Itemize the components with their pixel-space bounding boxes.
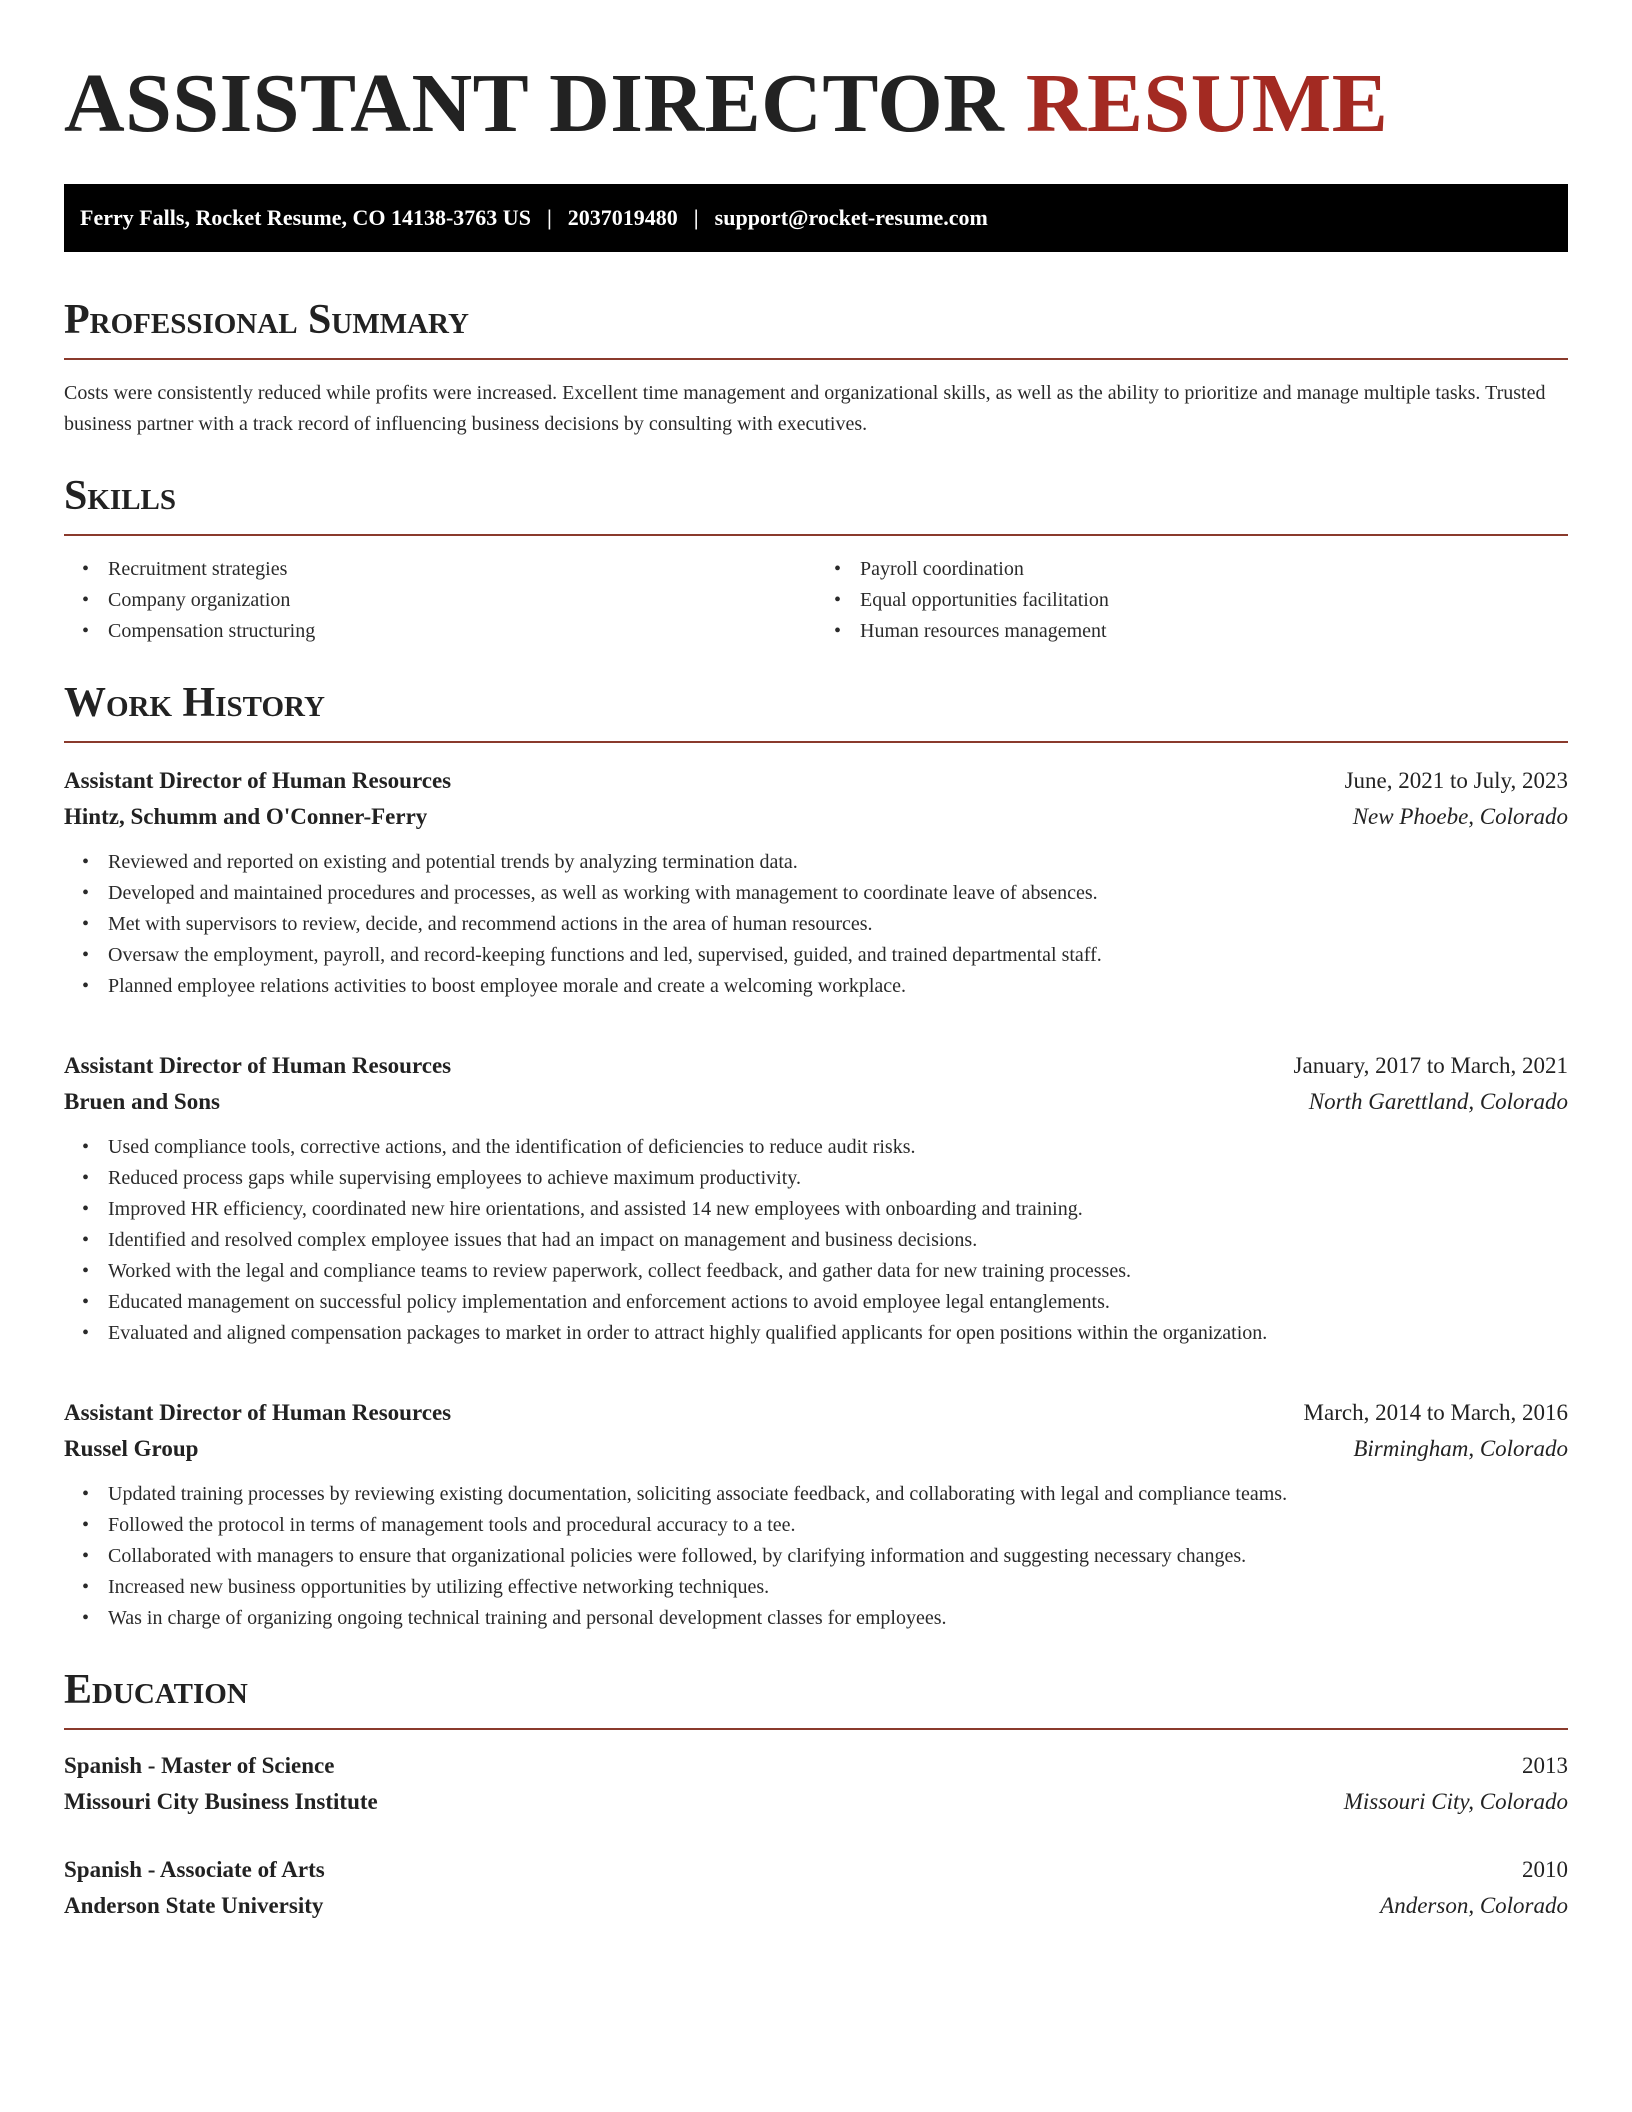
job-bullets xyxy=(64,1132,1568,1349)
job-bullets xyxy=(64,1479,1568,1634)
education-year: 2013 xyxy=(1522,1753,1568,1778)
summary-text: Costs were consistently reduced while profits were increased. Excellent time management and organizational skills, as well as the ability to prioritize and manage multiple tasks. Trusted business partner with a track record of influencing business decisions by consulting with executives. xyxy=(64,382,1546,435)
job-dates: March, 2014 to March, 2016 xyxy=(1303,1400,1568,1425)
contact-address: Ferry Falls, Rocket Resume, CO 14138-3763 US xyxy=(80,205,531,230)
skills-column-left xyxy=(64,554,816,647)
job-entry xyxy=(64,1395,1568,1634)
job-bullet: • Oversaw the employment, payroll, and record-keeping functions and led, supervised, guided, and trained departmental staff. xyxy=(108,940,1568,971)
job-company: Bruen and Sons xyxy=(64,1089,220,1114)
job-location: North Garettland, Colorado xyxy=(1308,1089,1568,1114)
contact-separator: | xyxy=(546,205,552,230)
education-year: 2010 xyxy=(1522,1857,1568,1882)
job-bullet: • Met with supervisors to review, decide, and recommend actions in the area of human resources. xyxy=(108,909,1568,940)
education-location: Anderson, Colorado xyxy=(1380,1893,1568,1918)
skill-item: • Recruitment strategies xyxy=(108,554,816,585)
skill-item: • Human resources management xyxy=(860,616,1568,647)
education-entry xyxy=(64,1852,1568,1924)
contact-bar xyxy=(64,184,1568,252)
job-bullet: • Reduced process gaps while supervising employees to achieve maximum productivity. xyxy=(108,1163,1568,1194)
education-degree: Spanish - Associate of Arts xyxy=(64,1857,325,1882)
job-entry xyxy=(64,763,1568,1002)
job-bullet: • Updated training processes by reviewing existing documentation, soliciting associate feedback, and collaborating with legal and compliance teams. xyxy=(108,1479,1568,1510)
skill-item: • Compensation structuring xyxy=(108,616,816,647)
job-bullet: • Evaluated and aligned compensation packages to market in order to attract highly qualified applicants for open positions within the organization. xyxy=(108,1318,1568,1349)
job-bullet: • Developed and maintained procedures and processes, as well as working with management to coordinate leave of absences. xyxy=(108,878,1568,909)
job-bullets xyxy=(64,847,1568,1002)
job-dates: June, 2021 to July, 2023 xyxy=(1344,768,1568,793)
skills-list xyxy=(64,554,1568,647)
title-accent: RESUME xyxy=(1025,57,1389,150)
job-dates: January, 2017 to March, 2021 xyxy=(1293,1053,1568,1078)
job-title: Assistant Director of Human Resources xyxy=(64,1400,452,1425)
skill-item: • Equal opportunities facilitation xyxy=(860,585,1568,616)
job-bullet: • Used compliance tools, corrective actions, and the identification of deficiencies to reduce audit risks. xyxy=(108,1132,1568,1163)
job-bullet: • Identified and resolved complex employee issues that had an impact on management and business decisions. xyxy=(108,1225,1568,1256)
job-bullet: • Educated management on successful policy implementation and enforcement actions to avoid employee legal entanglements. xyxy=(108,1287,1568,1318)
education-entry xyxy=(64,1748,1568,1820)
skill-item: • Payroll coordination xyxy=(860,554,1568,585)
education-school: Missouri City Business Institute xyxy=(64,1789,378,1814)
job-location: New Phoebe, Colorado xyxy=(1352,804,1568,829)
job-bullet: • Was in charge of organizing ongoing technical training and personal development classes for employees. xyxy=(108,1603,1568,1634)
skills-heading: Skills xyxy=(64,470,1568,536)
contact-phone: 2037019480 xyxy=(567,205,678,230)
education-school: Anderson State University xyxy=(64,1893,324,1918)
job-bullet: • Collaborated with managers to ensure that organizational policies were followed, by clarifying information and suggesting necessary changes. xyxy=(108,1541,1568,1572)
job-company: Russel Group xyxy=(64,1436,199,1461)
job-bullet: • Improved HR efficiency, coordinated new hire orientations, and assisted 14 new employees with onboarding and training. xyxy=(108,1194,1568,1225)
skills-column-right xyxy=(816,554,1568,647)
job-title: Assistant Director of Human Resources xyxy=(64,1053,452,1078)
job-location: Birmingham, Colorado xyxy=(1353,1436,1568,1461)
job-bullet: • Planned employee relations activities to boost employee morale and create a welcoming workplace. xyxy=(108,971,1568,1002)
title-main: ASSISTANT DIRECTOR xyxy=(64,57,1005,150)
job-entry xyxy=(64,1048,1568,1349)
education-location: Missouri City, Colorado xyxy=(1343,1789,1568,1814)
contact-email: support@rocket-resume.com xyxy=(714,205,988,230)
education-heading: Education xyxy=(64,1664,1568,1730)
job-bullet: • Worked with the legal and compliance teams to review paperwork, collect feedback, and gather data for new training processes. xyxy=(108,1256,1568,1287)
job-title: Assistant Director of Human Resources xyxy=(64,768,452,793)
contact-separator: | xyxy=(693,205,699,230)
job-bullet: • Reviewed and reported on existing and potential trends by analyzing termination data. xyxy=(108,847,1568,878)
education-degree: Spanish - Master of Science xyxy=(64,1753,335,1778)
resume-title xyxy=(64,56,1568,152)
job-bullet: • Followed the protocol in terms of management tools and procedural accuracy to a tee. xyxy=(108,1510,1568,1541)
summary-heading: Professional Summary xyxy=(64,294,1568,360)
job-bullet: • Increased new business opportunities by utilizing effective networking techniques. xyxy=(108,1572,1568,1603)
work-history-heading: Work History xyxy=(64,677,1568,743)
skill-item: • Company organization xyxy=(108,585,816,616)
job-company: Hintz, Schumm and O'Conner-Ferry xyxy=(64,804,428,829)
